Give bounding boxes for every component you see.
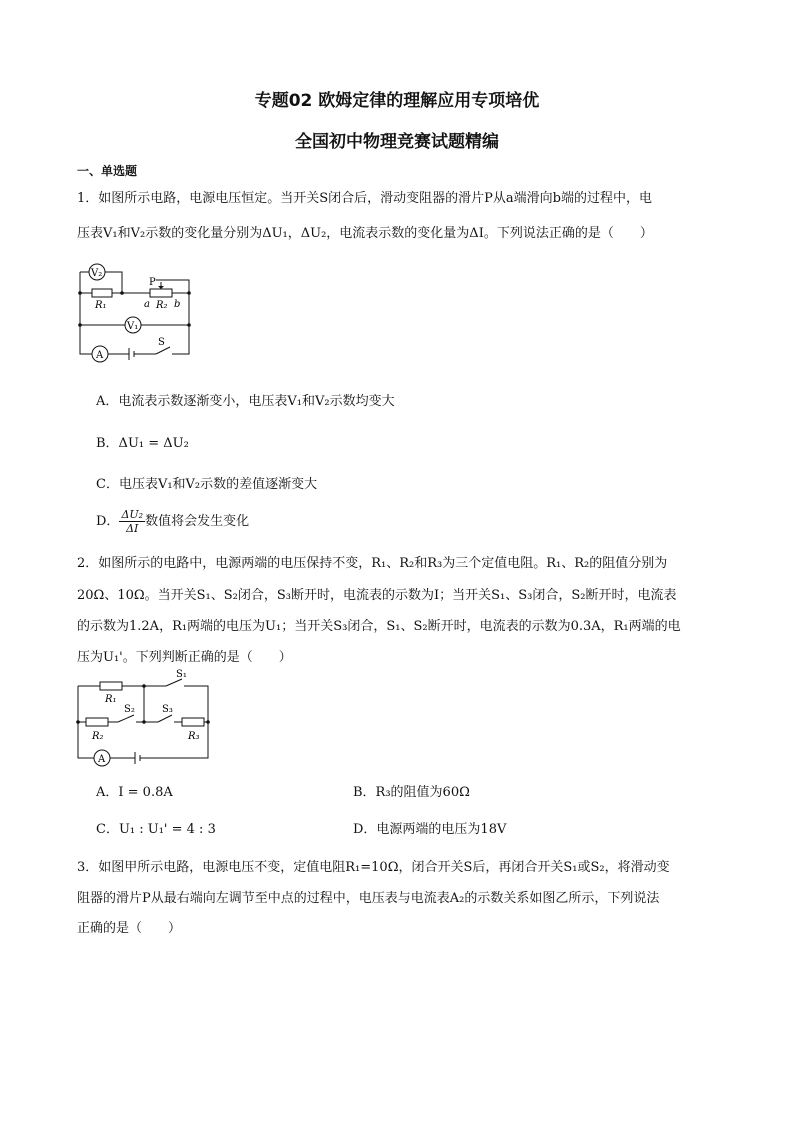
q2-stem-line2: 20Ω、10Ω。当开关S₁、S₂闭合，S₃断开时，电流表的示数为I；当开关S₁、S₃闭合，S₂断开时，电流表	[77, 588, 677, 603]
s1-label: S₁	[176, 669, 187, 680]
page-subtitle: 全国初中物理竞赛试题精编	[295, 132, 499, 152]
q3-stem-line2: 阻器的滑片P从最右端向左调节至中点的过程中，电压表与电流表A₂的示数关系如图乙所示，下列说法	[77, 891, 660, 906]
q1-option-b[interactable]: B．ΔU₁ = ΔU₂	[96, 436, 189, 451]
r1-label: R₁	[105, 694, 117, 705]
r2-label: R₂	[156, 300, 168, 311]
end-b-label: b	[174, 299, 181, 310]
r1-label: R₁	[95, 300, 107, 311]
slider-p-label: P	[149, 277, 156, 288]
q1-option-d-suffix: 数值将会发生变化	[145, 514, 250, 529]
section-heading: 一、单选题	[77, 164, 138, 178]
q2-circuit-figure	[72, 668, 217, 773]
q2-option-a[interactable]: A．I = 0.8A	[96, 785, 173, 800]
q2-stem-line3: 的示数为1.2A，R₁两端的电压为U₁；当开关S₃闭合，S₁、S₂断开时，电流表的示数为0.3A，R₁两端的电	[77, 619, 681, 634]
v1-label: V₁	[127, 321, 139, 332]
fraction-denominator: ΔI	[126, 522, 139, 535]
q2-option-b[interactable]: B．R₃的阻值为60Ω	[353, 785, 470, 800]
q3-stem-line3: 正确的是（ ）	[77, 921, 182, 936]
s2-label: S₂	[124, 704, 135, 715]
ammeter-label: A	[98, 754, 106, 765]
q1-circuit-figure	[72, 258, 202, 370]
delta-fraction	[119, 508, 145, 535]
r3-label: R₃	[188, 731, 200, 742]
q1-stem-line1: 1．如图所示电路，电源电压恒定。当开关S闭合后，滑动变阻器的滑片P从a端滑向b端的过程中，电	[77, 191, 652, 206]
page-title: 专题02 欧姆定律的理解应用专项培优	[254, 91, 540, 111]
v2-label: V₂	[91, 268, 103, 279]
fraction-numerator: ΔU₂	[121, 508, 144, 521]
q2-option-d[interactable]: D．电源两端的电压为18V	[353, 822, 507, 837]
s3-label: S₃	[162, 704, 173, 715]
q1-option-c[interactable]: C．电压表V₁和V₂示数的差值逐渐变大	[96, 477, 318, 492]
r2-label: R₂	[92, 731, 104, 742]
end-a-label: a	[144, 299, 150, 310]
q1-option-d[interactable]	[96, 508, 249, 535]
ammeter-label: A	[96, 350, 104, 361]
q2-stem-line1: 2．如图所示的电路中，电源两端的电压保持不变，R₁、R₂和R₃为三个定值电阻。R₁、R₂的阻值分别为	[77, 556, 668, 571]
q1-stem-line2: 压表V₁和V₂示数的变化量分别为ΔU₁，ΔU₂，电流表示数的变化量为ΔI。下列说法正确的是（ ）	[77, 226, 653, 241]
q3-stem-line1: 3．如图甲所示电路，电源电压不变，定值电阻R₁=10Ω，闭合开关S后，再闭合开关S₁或S₂，将滑动变	[77, 860, 670, 875]
q1-option-d-prefix: D．	[96, 514, 120, 529]
switch-s-label: S	[158, 337, 165, 348]
q2-stem-line4: 压为U₁'。下列判断正确的是（ ）	[77, 650, 292, 665]
q2-option-c[interactable]: C．U₁ : U₁' = 4 : 3	[96, 822, 216, 837]
q1-option-a[interactable]: A．电流表示数逐渐变小，电压表V₁和V₂示数均变大	[96, 394, 395, 409]
